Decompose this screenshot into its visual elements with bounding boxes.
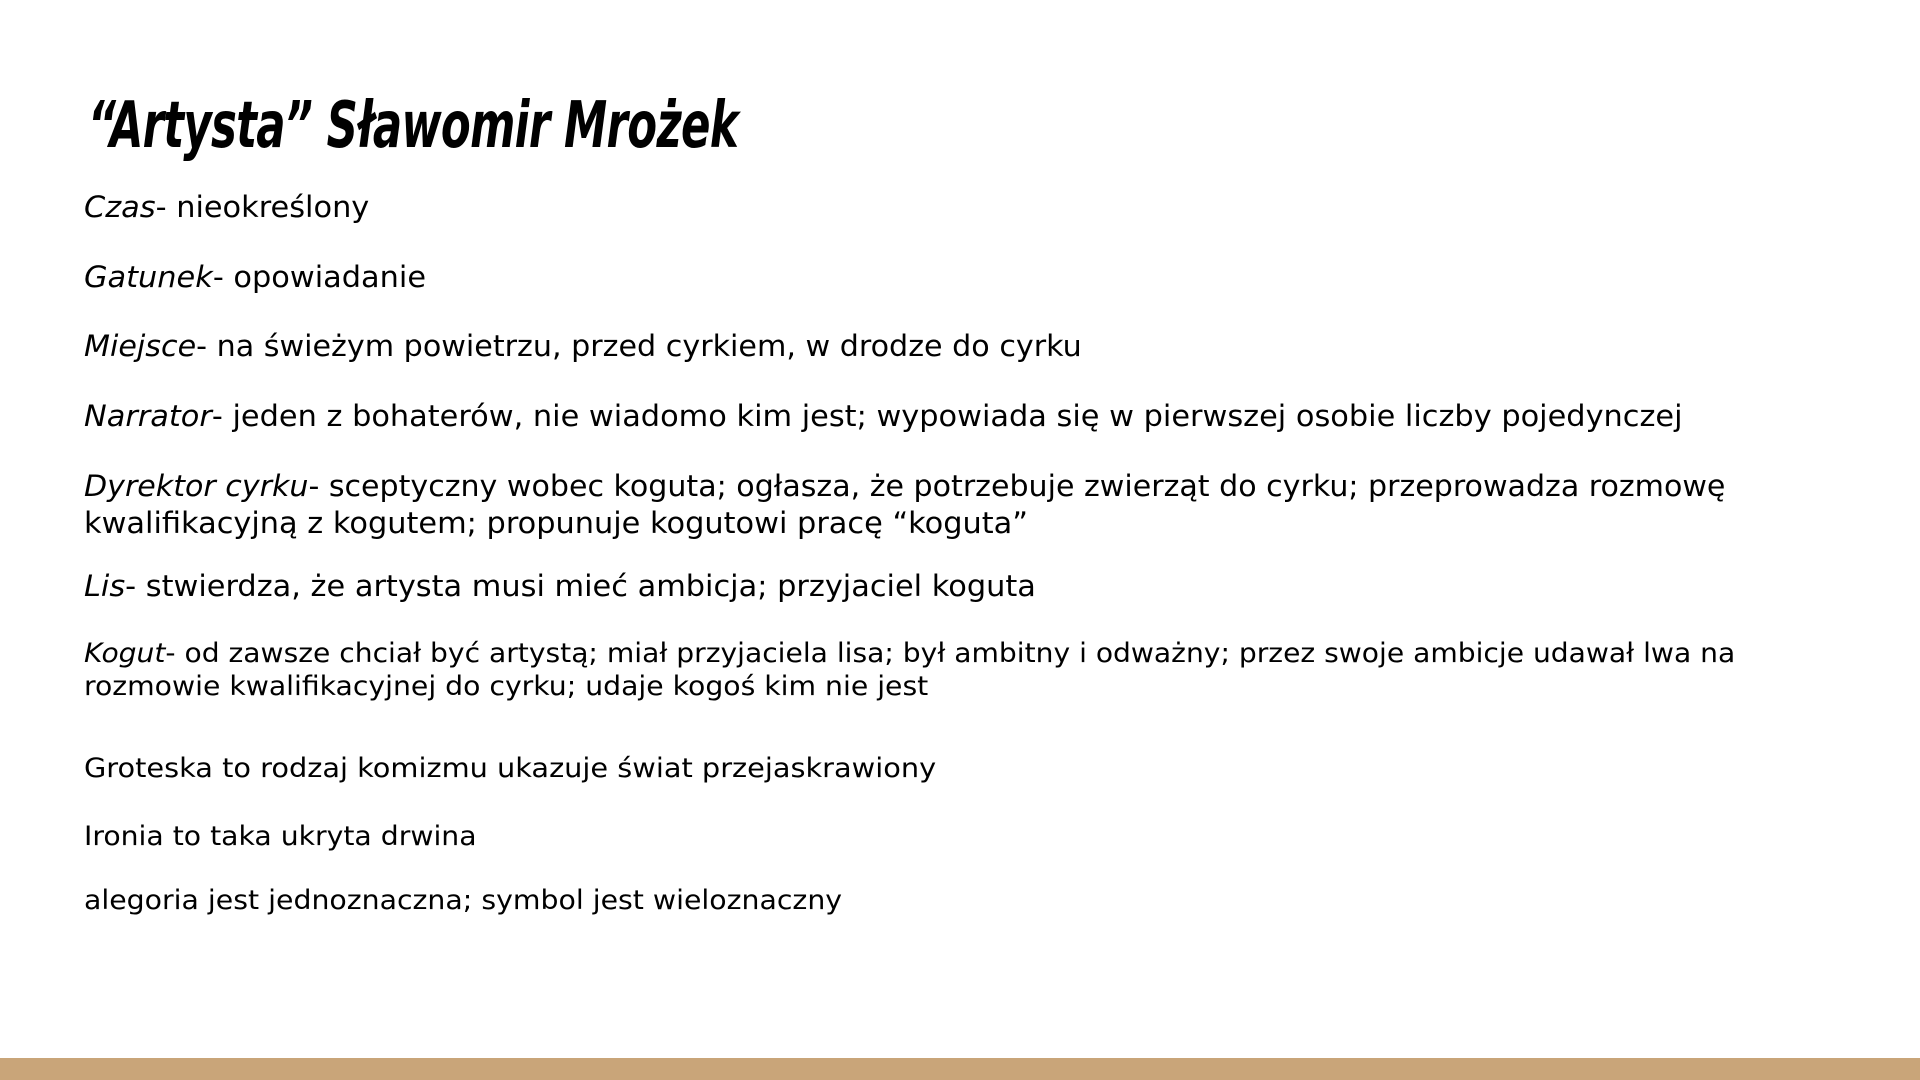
item-text: - nieokreślony <box>155 190 370 224</box>
note-alegoria: alegoria jest jednoznaczna; symbol jest wieloznaczny <box>84 885 843 916</box>
item-term: Narrator <box>84 399 212 433</box>
item-text: - na świeżym powietrzu, przed cyrkiem, w drodze do cyrku <box>196 329 1082 363</box>
item-lis <box>84 568 1036 605</box>
item-text: - stwierdza, że artysta musi mieć ambicja; przyjaciel koguta <box>125 569 1036 603</box>
item-term: Czas <box>84 190 156 224</box>
item-text: - opowiadanie <box>212 260 427 294</box>
item-text: rozmowie kwalifikacyjnej do cyrku; udaje kogoś kim nie jest <box>84 671 929 702</box>
item-gatunek <box>84 259 426 296</box>
item-dyrektor-cyrku-cont <box>84 505 1028 542</box>
item-term: Miejsce <box>84 329 197 363</box>
item-kogut <box>84 636 1735 671</box>
item-narrator <box>84 398 1683 435</box>
note-ironia: Ironia to taka ukryta drwina <box>84 821 477 852</box>
item-text: - jeden z bohaterów, nie wiadomo kim jest; wypowiada się w pierwszej osobie liczby pojedynczej <box>211 399 1683 433</box>
item-text: kwalifikacyjną z kogutem; propunuje kogutowi pracę “koguta” <box>84 506 1029 540</box>
item-text: - od zawsze chciał być artystą; miał przyjaciela lisa; był ambitny i odważny; przez swoje ambicje udawał lwa na <box>165 638 1736 669</box>
item-term: Lis <box>84 569 126 603</box>
item-czas <box>84 189 369 226</box>
item-kogut-cont <box>84 669 928 704</box>
item-term: Gatunek <box>84 260 213 294</box>
slide-title: “Artysta” Sławomir Mrożek <box>88 89 739 163</box>
item-text: - sceptyczny wobec koguta; ogłasza, że potrzebuje zwierząt do cyrku; przeprowadza rozmowę <box>308 469 1726 503</box>
item-term: Kogut <box>84 638 166 669</box>
item-miejsce <box>84 328 1082 365</box>
footer-accent-bar <box>0 1058 1920 1080</box>
item-dyrektor-cyrku <box>84 468 1725 505</box>
note-groteska: Groteska to rodzaj komizmu ukazuje świat przejaskrawiony <box>84 753 937 784</box>
item-term: Dyrektor cyrku <box>84 469 309 503</box>
